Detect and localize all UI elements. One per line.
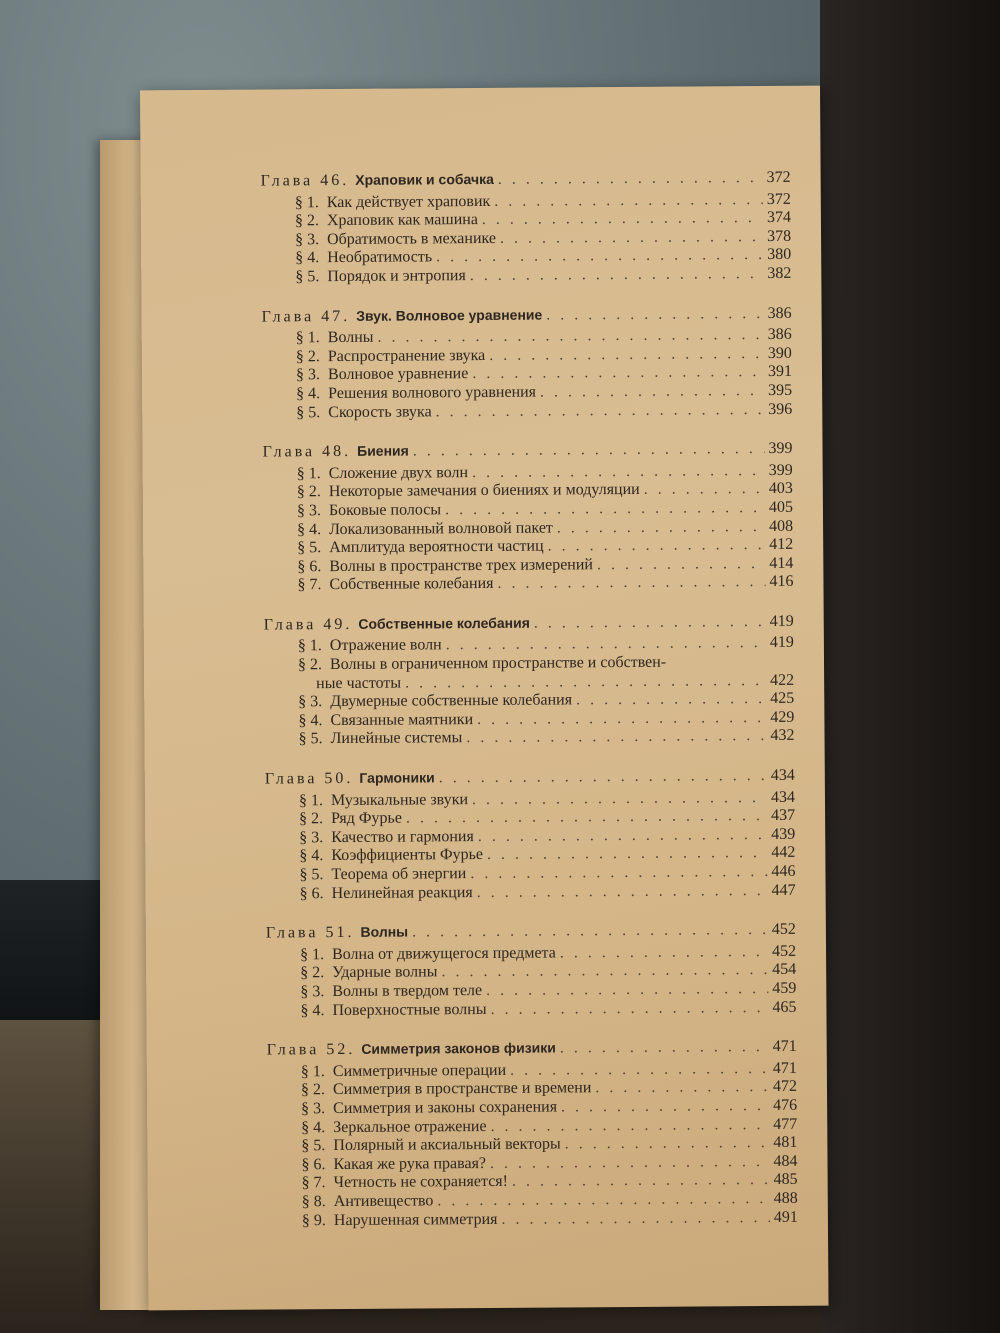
section-page-number: 386 (767, 325, 792, 344)
dot-leader (405, 672, 766, 693)
section-number: § 2. (297, 656, 323, 674)
section-title: Ударные волны (332, 963, 438, 982)
section-title: Некоторые замечания о биениях и модуляции (328, 481, 640, 501)
section-title: Поверхностные волны (332, 1000, 487, 1019)
section-number: § 5. (297, 539, 322, 557)
dot-leader (497, 573, 765, 593)
section-title: Волновое уравнение (327, 365, 469, 384)
dot-leader (490, 1116, 769, 1137)
section-number: § 1. (300, 1062, 325, 1081)
chapter-label: Глава 51. (265, 924, 355, 942)
section-number: § 4. (295, 249, 320, 267)
section-number: § 6. (301, 1155, 326, 1173)
section-title: Волны в пространстве трех измерений (329, 555, 594, 575)
section-page-number: 396 (768, 400, 793, 418)
section-number: § 5. (299, 866, 324, 884)
section-title: Сложение двух волн (328, 463, 469, 482)
chapter-heading (266, 920, 796, 942)
section-number: § 9. (301, 1211, 326, 1229)
section-page-number: 476 (773, 1096, 798, 1114)
section-number: § 5. (296, 403, 321, 421)
dot-leader (489, 345, 764, 366)
dot-leader (548, 536, 766, 556)
section-number: § 2. (295, 347, 320, 366)
section-page-number: 399 (768, 461, 793, 479)
dot-leader (560, 1038, 769, 1058)
section-title-continued: ные частоты (316, 674, 402, 692)
background-right-shadow (820, 0, 1000, 1333)
section-number: § 4. (298, 711, 323, 730)
section-page-number: 442 (771, 844, 796, 862)
chapter-label: Глава 47. (261, 307, 351, 326)
section-title: Порядок и энтропия (327, 267, 466, 286)
section-title: Полярный и аксиальный векторы (333, 1135, 561, 1155)
section-page-number: 403 (768, 480, 793, 498)
dot-leader (597, 555, 765, 575)
section-number: § 5. (301, 1137, 326, 1155)
chapter-block (261, 168, 792, 287)
section-page-number: 380 (767, 246, 792, 264)
chapter-heading (262, 439, 792, 461)
chapter-heading (264, 612, 794, 634)
dot-leader (446, 634, 766, 655)
chapter-heading (265, 766, 795, 788)
section-number: § 1. (296, 464, 321, 483)
section-page-number: 382 (767, 264, 792, 282)
section-number: § 3. (294, 230, 320, 249)
chapter-page-number: 419 (769, 612, 794, 630)
chapter-page-number: 471 (772, 1037, 797, 1056)
section-entry (264, 727, 794, 749)
chapter-heading (262, 303, 792, 325)
dot-leader (437, 1190, 770, 1211)
chapter-page-number: 452 (771, 921, 796, 939)
section-page-number: 439 (771, 825, 796, 843)
section-number: § 6. (297, 557, 322, 575)
chapter-title: Биения (357, 442, 409, 459)
chapter-page-number: 386 (767, 304, 792, 322)
dot-leader (501, 1209, 770, 1229)
section-title: Антивещество (333, 1192, 434, 1210)
dot-leader (413, 440, 765, 461)
dot-leader (466, 727, 766, 748)
section-number: § 2. (294, 212, 319, 230)
section-page-number: 452 (771, 942, 797, 960)
section-title: Храповик как машина (326, 211, 478, 230)
section-title: Распространение звука (327, 346, 486, 365)
section-page-number: 425 (770, 690, 795, 708)
dot-leader (445, 499, 765, 520)
section-page-number: 422 (770, 671, 795, 689)
section-title: Как действует храповик (326, 192, 491, 211)
chapter-block (264, 612, 795, 750)
dot-leader (540, 382, 764, 402)
section-number: § 3. (299, 828, 324, 847)
section-page-number: 484 (773, 1152, 798, 1170)
section-page-number: 414 (769, 554, 794, 572)
dot-leader (557, 518, 765, 538)
dot-leader (576, 690, 766, 710)
section-page-number: 408 (769, 517, 794, 535)
section-title: Линейные системы (330, 729, 463, 748)
section-number: § 3. (296, 502, 322, 520)
section-number: § 1. (299, 945, 325, 964)
dot-leader (478, 826, 768, 847)
section-number: § 2. (300, 964, 325, 982)
section-number: § 7. (301, 1174, 326, 1192)
section-page-number: 488 (773, 1189, 798, 1207)
chapter-block (262, 303, 793, 422)
section-title: Теорема об энергии (331, 865, 467, 884)
section-title: Коэффициенты Фурье (331, 846, 484, 865)
section-number: § 4. (297, 520, 322, 538)
dot-leader (565, 1134, 770, 1154)
chapter-block (262, 439, 793, 595)
chapter-title: Волны (360, 923, 409, 941)
section-number: § 2. (300, 1081, 326, 1099)
dot-leader (490, 1153, 770, 1174)
section-title: Ряд Фурье (331, 809, 402, 828)
section-entry (262, 400, 792, 422)
dot-leader (472, 363, 764, 384)
section-number: § 3. (300, 983, 325, 1001)
section-page-number: 390 (767, 344, 792, 362)
section-title: Четность не сохраняется! (333, 1173, 509, 1192)
section-page-number: 405 (768, 498, 793, 516)
dot-leader (470, 863, 767, 884)
chapter-label: Глава 52. (266, 1041, 356, 1059)
chapter-label: Глава 46. (260, 171, 350, 190)
section-title: Качество и гармония (331, 827, 474, 846)
section-entry (263, 573, 793, 595)
section-number: § 4. (299, 847, 324, 865)
section-number: § 4. (300, 1001, 325, 1019)
chapter-title: Собственные колебания (358, 614, 530, 632)
section-entry (264, 634, 794, 656)
dot-leader (439, 767, 767, 788)
section-page-number: 477 (773, 1115, 798, 1133)
section-number: § 3. (301, 1100, 326, 1118)
dot-leader (498, 169, 763, 189)
section-entry (268, 1208, 798, 1230)
section-title: Локализованный волновой пакет (329, 519, 553, 538)
dot-leader (406, 807, 767, 828)
section-number: § 7. (297, 576, 322, 594)
chapter-page-number: 372 (766, 168, 791, 187)
section-title: Решения волнового уравнения (328, 383, 537, 403)
chapter-label: Глава 48. (262, 443, 352, 461)
dot-leader (644, 480, 765, 499)
section-number: § 1. (298, 791, 324, 809)
section-title: Симметричные операции (332, 1061, 507, 1080)
section-page-number: 434 (770, 788, 796, 806)
section-page-number: 372 (766, 190, 791, 208)
section-number: § 4. (296, 385, 321, 403)
chapter-page-number: 434 (770, 766, 795, 785)
dot-leader (595, 1078, 769, 1098)
section-title: Амплитуда вероятности частиц (329, 537, 544, 557)
dot-leader (561, 1097, 769, 1117)
dot-leader (477, 709, 766, 730)
section-title: Какая же рука правая? (333, 1154, 487, 1173)
section-title: Необратимость (327, 248, 433, 267)
section-entry (261, 265, 791, 287)
section-number: § 3. (298, 693, 323, 711)
section-number: § 6. (299, 884, 324, 902)
book-page (140, 86, 829, 1311)
chapter-title: Звук. Волновое уравнение (356, 306, 543, 324)
section-title: Скорость звука (328, 402, 432, 421)
chapter-block (266, 920, 797, 1021)
section-page-number: 447 (771, 881, 796, 899)
dot-leader (512, 1171, 770, 1191)
section-title: Двумерные собственные колебания (330, 691, 573, 711)
section-title: Собственные колебания (329, 575, 494, 594)
dot-leader (470, 265, 764, 286)
dot-leader (500, 228, 763, 248)
section-title: Волны (327, 328, 374, 347)
section-number: § 3. (295, 366, 321, 384)
section-page-number: 465 (772, 998, 797, 1016)
section-page-number: 491 (773, 1208, 798, 1226)
dot-leader (560, 943, 768, 963)
dot-leader (441, 961, 768, 982)
section-page-number: 481 (773, 1133, 798, 1152)
section-title: Отражение волн (329, 636, 442, 655)
section-title: Музыкальные звуки (330, 790, 469, 809)
section-page-number: 391 (767, 363, 793, 381)
section-title: Волны в твердом теле (332, 981, 483, 1001)
section-number: § 1. (295, 329, 320, 347)
dot-leader (546, 305, 763, 325)
section-page-number: 485 (773, 1171, 798, 1189)
section-page-number: 454 (772, 961, 797, 979)
chapter-heading (261, 168, 791, 190)
section-number: § 8. (301, 1193, 326, 1211)
dot-leader (436, 246, 763, 267)
dot-leader (490, 999, 768, 1020)
chapter-label: Глава 50. (264, 769, 354, 788)
section-entry (266, 881, 796, 903)
section-number: § 1. (297, 637, 322, 655)
section-number: § 4. (301, 1118, 326, 1136)
section-page-number: 419 (769, 634, 794, 652)
dot-leader (534, 613, 766, 633)
dot-leader (472, 789, 767, 810)
chapter-label: Глава 49. (263, 615, 353, 634)
section-page-number: 446 (771, 862, 796, 880)
section-title: Связанные маятники (330, 710, 474, 729)
dot-leader (477, 882, 768, 903)
dot-leader (472, 462, 765, 483)
section-page-number: 471 (772, 1059, 797, 1077)
section-title: Нарушенная симметрия (333, 1210, 498, 1229)
section-page-number: 459 (772, 979, 797, 997)
chapter-block (267, 1037, 798, 1231)
section-title: Боковые полосы (328, 501, 442, 519)
dot-leader (412, 921, 768, 942)
section-title: Волна от движущегося предмета (331, 944, 556, 963)
section-page-number: 472 (772, 1078, 798, 1096)
section-title: Нелинейная реакция (331, 883, 473, 902)
section-title: Симметрия в пространстве и времени (332, 1079, 592, 1099)
dot-leader (436, 401, 765, 422)
dot-leader (494, 191, 763, 211)
chapter-heading (267, 1037, 797, 1059)
section-page-number: 437 (771, 807, 796, 825)
section-number: § 2. (299, 810, 324, 828)
section-page-number: 432 (770, 727, 795, 745)
section-number: § 2. (296, 483, 321, 501)
dot-leader (482, 209, 763, 230)
section-title: Обратимость в механике (326, 229, 497, 248)
section-entry (266, 998, 796, 1020)
section-number: § 1. (294, 193, 319, 211)
section-number: § 5. (298, 730, 323, 748)
section-page-number: 374 (766, 209, 791, 227)
section-title: Симметрия и законы сохранения (333, 1098, 558, 1117)
chapter-title: Храповик и собачка (355, 170, 494, 188)
chapter-title: Гармоники (359, 769, 435, 786)
section-number: § 5. (295, 268, 320, 286)
section-title: Зеркальное отражение (333, 1117, 487, 1136)
section-page-number: 429 (770, 708, 795, 726)
table-of-contents (261, 168, 799, 1251)
dot-leader (510, 1060, 769, 1080)
section-page-number: 412 (769, 535, 794, 554)
dot-leader (487, 844, 767, 865)
chapter-page-number: 399 (768, 439, 793, 458)
section-page-number: 416 (769, 573, 794, 591)
dot-leader (486, 980, 768, 1001)
section-page-number: 395 (768, 381, 793, 399)
chapter-title: Симметрия законов физики (361, 1039, 556, 1058)
section-page-number: 378 (766, 227, 792, 245)
chapter-block (265, 766, 796, 904)
section-title: Волны в ограниченном пространстве и собствен- (329, 653, 667, 674)
